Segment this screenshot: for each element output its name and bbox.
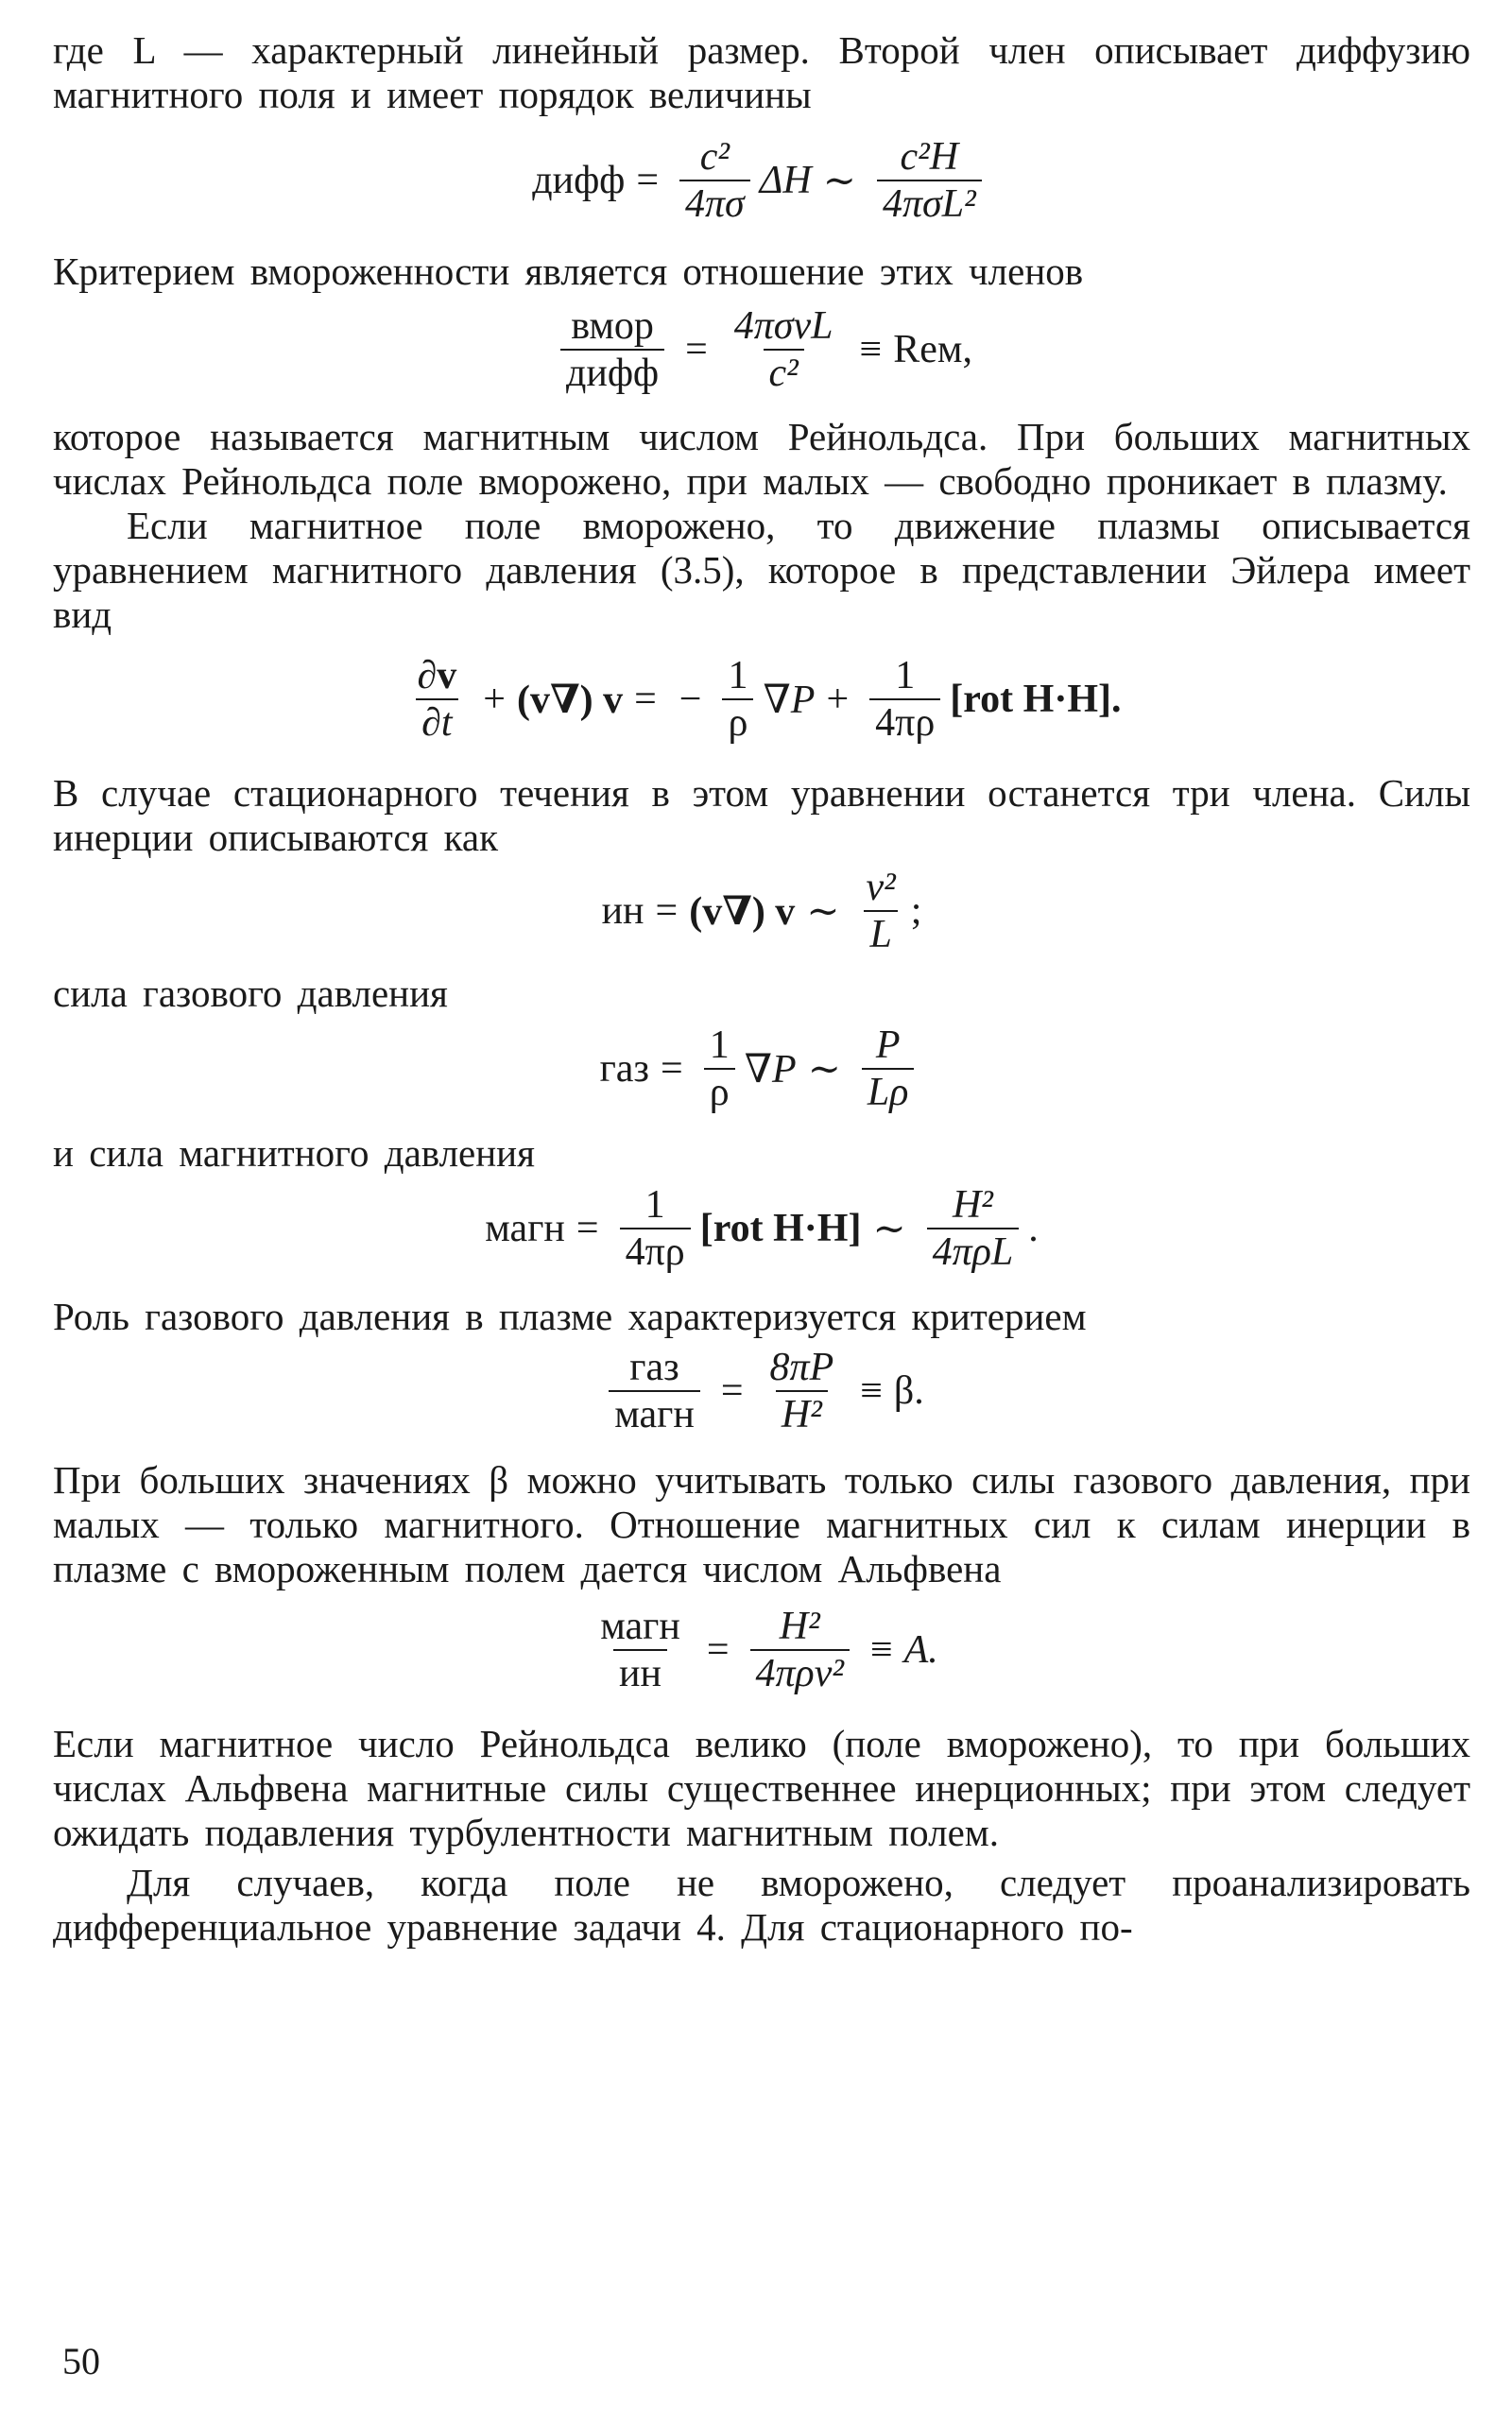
fraction: $\frac{8\pi P}{\text{H²}}$: [769, 1345, 834, 1436]
fraction: $\frac{P}{L\rho}$: [862, 1024, 915, 1113]
equation-euler: $\frac{\partial v}{\partial t}$ + (v∇) v = − $\frac{1}{\rho}$ ∇P + $\frac{1}{4\pi\rho}$ [rot H·H].: [53, 643, 1470, 756]
equation-reynolds: $\frac{\text{вмор}}{\text{дифф}}$ = $\frac{\text{4πσvL}}{\text{c²}}$ ≡ Reм,: [53, 294, 1470, 405]
fraction: $\frac{\partial v}{\partial t}$: [417, 653, 457, 745]
paragraph-7: и сила магнитного давления: [53, 1131, 535, 1175]
paragraph-2: Критерием вмороженности является отношение этих членов: [53, 249, 1084, 293]
fraction: $\frac{\text{c²}}{4\pi\sigma}$: [679, 136, 750, 225]
fraction: $\frac{\text{c²H}}{\text{4πσL²}}$: [877, 136, 982, 225]
fraction: $\frac{1}{4\pi\rho}$: [869, 655, 940, 744]
equation-alfven: $\frac{\text{магн}}{ин}$ = $\frac{\text{H²}}{\text{4πρv²}}$ ≡ A.: [53, 1591, 1470, 1709]
paragraph-10: Если магнитное число Рейнольдса велико (поле вморожено), то при больших числах Альфвена магнитные силы существеннее инерционных; при этом следует ожидать подавления турбулентности магнитным полем.: [53, 1722, 1470, 1854]
equation-diffusion: дифф = $\frac{\text{c²}}{4\pi\sigma}$ ΔH ∼ $\frac{\text{c²H}}{\text{4πσL²}}$: [53, 125, 1470, 236]
fraction: $\frac{\text{газ}}{\text{магн}}$: [609, 1347, 700, 1435]
paragraph-6: сила газового давления: [53, 971, 448, 1015]
paragraph-4: Если магнитное поле вморожено, то движение плазмы описывается уравнением магнитного давления (3.5), которое в представлении Эйлера имеет вид: [53, 504, 1470, 636]
equation-inertia: ин = (v∇) v ∼ $\frac{\text{v²}}{L}$ ;: [601, 865, 922, 956]
equation-gas: газ = $\frac{1}{\rho}$ ∇P ∼ $\frac{P}{L\rho}$: [53, 1016, 1470, 1122]
fraction: $\frac{\text{H²}}{\text{4πρv²}}$: [750, 1606, 850, 1694]
equation-beta: $\frac{\text{газ}}{\text{магн}}$ = $\frac{8\pi P}{\text{H²}}$ ≡ β.: [53, 1339, 1470, 1443]
fraction: $\frac{\text{H²}}{\text{4πρL}}$: [927, 1184, 1020, 1273]
paragraph-8: Роль газового давления в плазме характеризуется критерием: [53, 1295, 1087, 1338]
paragraph-3: которое называется магнитным числом Рейнольдса. При больших магнитных числах Рейнольдса поле вморожено, при малых — свободно проникает в плазму.: [53, 415, 1470, 503]
fraction: $\frac{\text{v²}}{L}$: [861, 867, 902, 955]
equation-magnetic: магн = $\frac{1}{4\pi\rho}$ [rot H·H] ∼ $\frac{\text{H²}}{\text{4πρL}}$ .: [485, 1182, 1039, 1274]
fraction: $\frac{1}{4\pi\rho}$: [620, 1184, 691, 1273]
paragraph-11: Для случаев, когда поле не вморожено, следует проанализировать дифференциальное уравнение задачи 4. Для стационарного по-: [53, 1861, 1470, 1949]
fraction: $\frac{\text{4πσvL}}{\text{c²}}$: [733, 303, 833, 395]
page-number: 50: [62, 2340, 100, 2382]
paragraph-9: При больших значениях β можно учитывать только силы газового давления, при малых — только магнитного. Отношение магнитных сил к силам инерции в плазме с вмороженным полем дается числом Альфвена: [53, 1458, 1470, 1590]
fraction: $\frac{\text{магн}}{ин}$: [600, 1604, 680, 1695]
fraction: $\frac{1}{\rho}$: [704, 1024, 735, 1113]
paragraph-5: В случае стационарного течения в этом уравнении останется три члена. Силы инерции описываются как: [53, 771, 1470, 859]
page-body: [53, 28, 1470, 1950]
fraction: $\frac{\text{вмор}}{\text{дифф}}$: [560, 305, 664, 394]
fraction: $\frac{1}{\rho}$: [722, 655, 753, 744]
paragraph-1: где L — характерный линейный размер. Второй член описывает диффузию магнитного поля и имеет порядок величины: [53, 28, 1470, 116]
